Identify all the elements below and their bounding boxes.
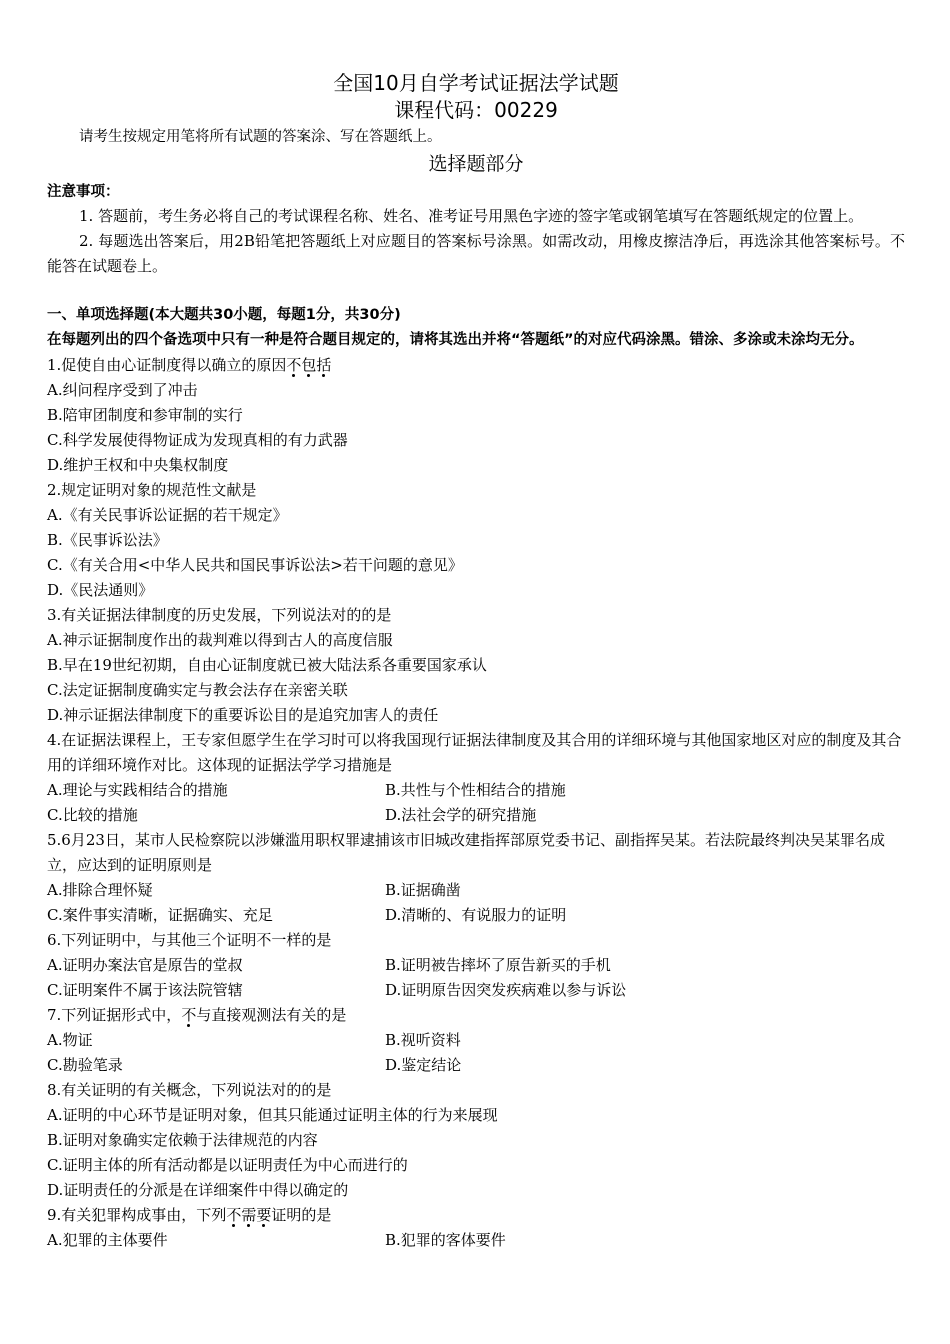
question-5-options-row <box>47 878 905 903</box>
question-6-stem: 6.下列证明中，与其他三个证明不一样的是 <box>47 931 332 949</box>
question-5-stem: 5.6月23日，某市人民检察院以涉嫌滥用职权罪逮捕该市旧城改建指挥部原党委书记、副指挥吴某。若法院最终判决吴某罪名成立，应达到的证明原则是 <box>47 831 885 874</box>
emphasis-char: 不 <box>181 1006 197 1024</box>
emphasis-char: 要 <box>256 1206 272 1224</box>
question-4-options-row <box>47 778 905 803</box>
notice-item: 1. 答题前，考生务必将自己的考试课程名称、姓名、准考证号用黑色字迹的签字笔或钢笔填写在答题纸规定的位置上。 <box>79 207 864 225</box>
question-9-option-a: A.犯罪的主体要件 <box>47 1231 168 1249</box>
question-6-option-a: A.证明办案法官是原告的堂叔 <box>47 956 243 974</box>
question-2-option-b: B.《民事诉讼法》 <box>47 531 168 549</box>
question-1-option-c: C.科学发展使得物证成为发现真相的有力武器 <box>47 431 348 449</box>
question-7-options-row <box>47 1028 905 1053</box>
question-8-option-a: A.证明的中心环节是证明对象，但其只能通过证明主体的行为来展现 <box>47 1106 498 1124</box>
exam-page <box>47 70 905 1253</box>
question-6-options-row <box>47 978 905 1003</box>
question-stem-text: 与直接观测法有关的是 <box>196 1006 347 1024</box>
question-3-option-a: A.神示证据制度作出的裁判难以得到古人的高度信服 <box>47 631 393 649</box>
question-stem-text: 证明的是 <box>271 1206 332 1224</box>
question-7-option-d: D.鉴定结论 <box>385 1056 462 1074</box>
question-9-option-b: B.犯罪的客体要件 <box>385 1231 506 1249</box>
question-2-option-a: A.《有关民事诉讼证据的若干规定》 <box>47 506 288 524</box>
course-code: 课程代码：00229 <box>394 98 558 122</box>
part-description: 在每题列出的四个备选项中只有一种是符合题目规定的，请将其选出并将“答题纸”的对应代码涂黑。错涂、多涂或未涂均无分。 <box>47 332 864 348</box>
question-4-option-a: A.理论与实践相结合的措施 <box>47 781 228 799</box>
emphasis-char: 包 <box>301 356 317 374</box>
question-6-options-row <box>47 953 905 978</box>
question-6-option-d: D.证明原告因突发疾病难以参与诉讼 <box>385 981 627 999</box>
question-4-option-b: B.共性与个性相结合的措施 <box>385 781 566 799</box>
question-9-options-row <box>47 1228 905 1253</box>
question-7-option-a: A.物证 <box>47 1031 93 1049</box>
emphasis-char: 不 <box>286 356 302 374</box>
emphasis-char: 不 <box>226 1206 242 1224</box>
question-5-option-b: B.证据确凿 <box>385 881 461 899</box>
answer-instruction: 请考生按规定用笔将所有试题的答案涂、写在答题纸上。 <box>79 129 442 145</box>
question-1-option-a: A.纠问程序受到了冲击 <box>47 381 198 399</box>
question-5-option-a: A.排除合理怀疑 <box>47 881 153 899</box>
notice-item: 2. 每题选出答案后，用2B铅笔把答题纸上对应题目的答案标号涂黑。如需改动，用橡皮擦洁净后，再选涂其他答案标号。不能答在试题卷上。 <box>47 232 905 275</box>
question-3-option-d: D.神示证据法律制度下的重要诉讼目的是追究加害人的责任 <box>47 706 439 724</box>
question-2-stem: 2.规定证明对象的规范性文献是 <box>47 481 257 499</box>
question-9-stem <box>47 1203 905 1228</box>
exam-title: 全国10月自学考试证据法学试题 <box>333 71 619 95</box>
question-1-stem <box>47 353 905 378</box>
question-6-option-c: C.证明案件不属于该法院管辖 <box>47 981 243 999</box>
question-3-option-b: B.早在19世纪初期，自由心证制度就已被大陆法系各重要国家承认 <box>47 656 487 674</box>
question-8-option-c: C.证明主体的所有活动都是以证明责任为中心而进行的 <box>47 1156 408 1174</box>
question-stem-text: 1.促使自由心证制度得以确立的原因 <box>47 356 287 374</box>
question-4-option-d: D.法社会学的研究措施 <box>385 806 537 824</box>
question-8-option-b: B.证明对象确实定依赖于法律规范的内容 <box>47 1131 318 1149</box>
question-8-option-d: D.证明责任的分派是在详细案件中得以确定的 <box>47 1181 349 1199</box>
part-heading: 一、单项选择题(本大题共30小题，每题1分，共30分) <box>47 307 401 323</box>
section-title: 选择题部分 <box>428 153 524 175</box>
question-6-option-b: B.证明被告摔坏了原告新买的手机 <box>385 956 611 974</box>
question-7-option-c: C.勘验笔录 <box>47 1056 123 1074</box>
question-3-option-c: C.法定证据制度确实定与教会法存在亲密关联 <box>47 681 348 699</box>
question-2-option-c: C.《有关合用<中华人民共和国民事诉讼法>若干问题的意见》 <box>47 556 463 574</box>
question-1-option-b: B.陪审团制度和参审制的实行 <box>47 406 243 424</box>
question-7-options-row <box>47 1053 905 1078</box>
question-8-stem: 8.有关证明的有关概念，下列说法对的的是 <box>47 1081 332 1099</box>
question-7-option-b: B.视听资料 <box>385 1031 461 1049</box>
question-5-option-c: C.案件事实清晰，证据确实、充足 <box>47 906 273 924</box>
question-5-option-d: D.清晰的、有说服力的证明 <box>385 906 567 924</box>
question-2-option-d: D.《民法通则》 <box>47 581 154 599</box>
emphasis-char: 需 <box>241 1206 257 1224</box>
emphasis-char: 括 <box>316 356 332 374</box>
question-5-options-row <box>47 903 905 928</box>
question-4-options-row <box>47 803 905 828</box>
question-4-stem: 4.在证据法课程上，王专家但愿学生在学习时可以将我国现行证据法律制度及其合用的详细环境与其他国家地区对应的制度及其合用的详细环境作对比。这体现的证据法学学习措施是 <box>47 731 902 774</box>
question-4-option-c: C.比较的措施 <box>47 806 138 824</box>
question-stem-text: 7.下列证据形式中， <box>47 1006 182 1024</box>
question-1-option-d: D.维护王权和中央集权制度 <box>47 456 229 474</box>
question-3-stem: 3.有关证据法律制度的历史发展，下列说法对的的是 <box>47 606 392 624</box>
notice-heading: 注意事项： <box>47 184 120 200</box>
question-7-stem <box>47 1003 905 1028</box>
question-stem-text: 9.有关犯罪构成事由，下列 <box>47 1206 227 1224</box>
